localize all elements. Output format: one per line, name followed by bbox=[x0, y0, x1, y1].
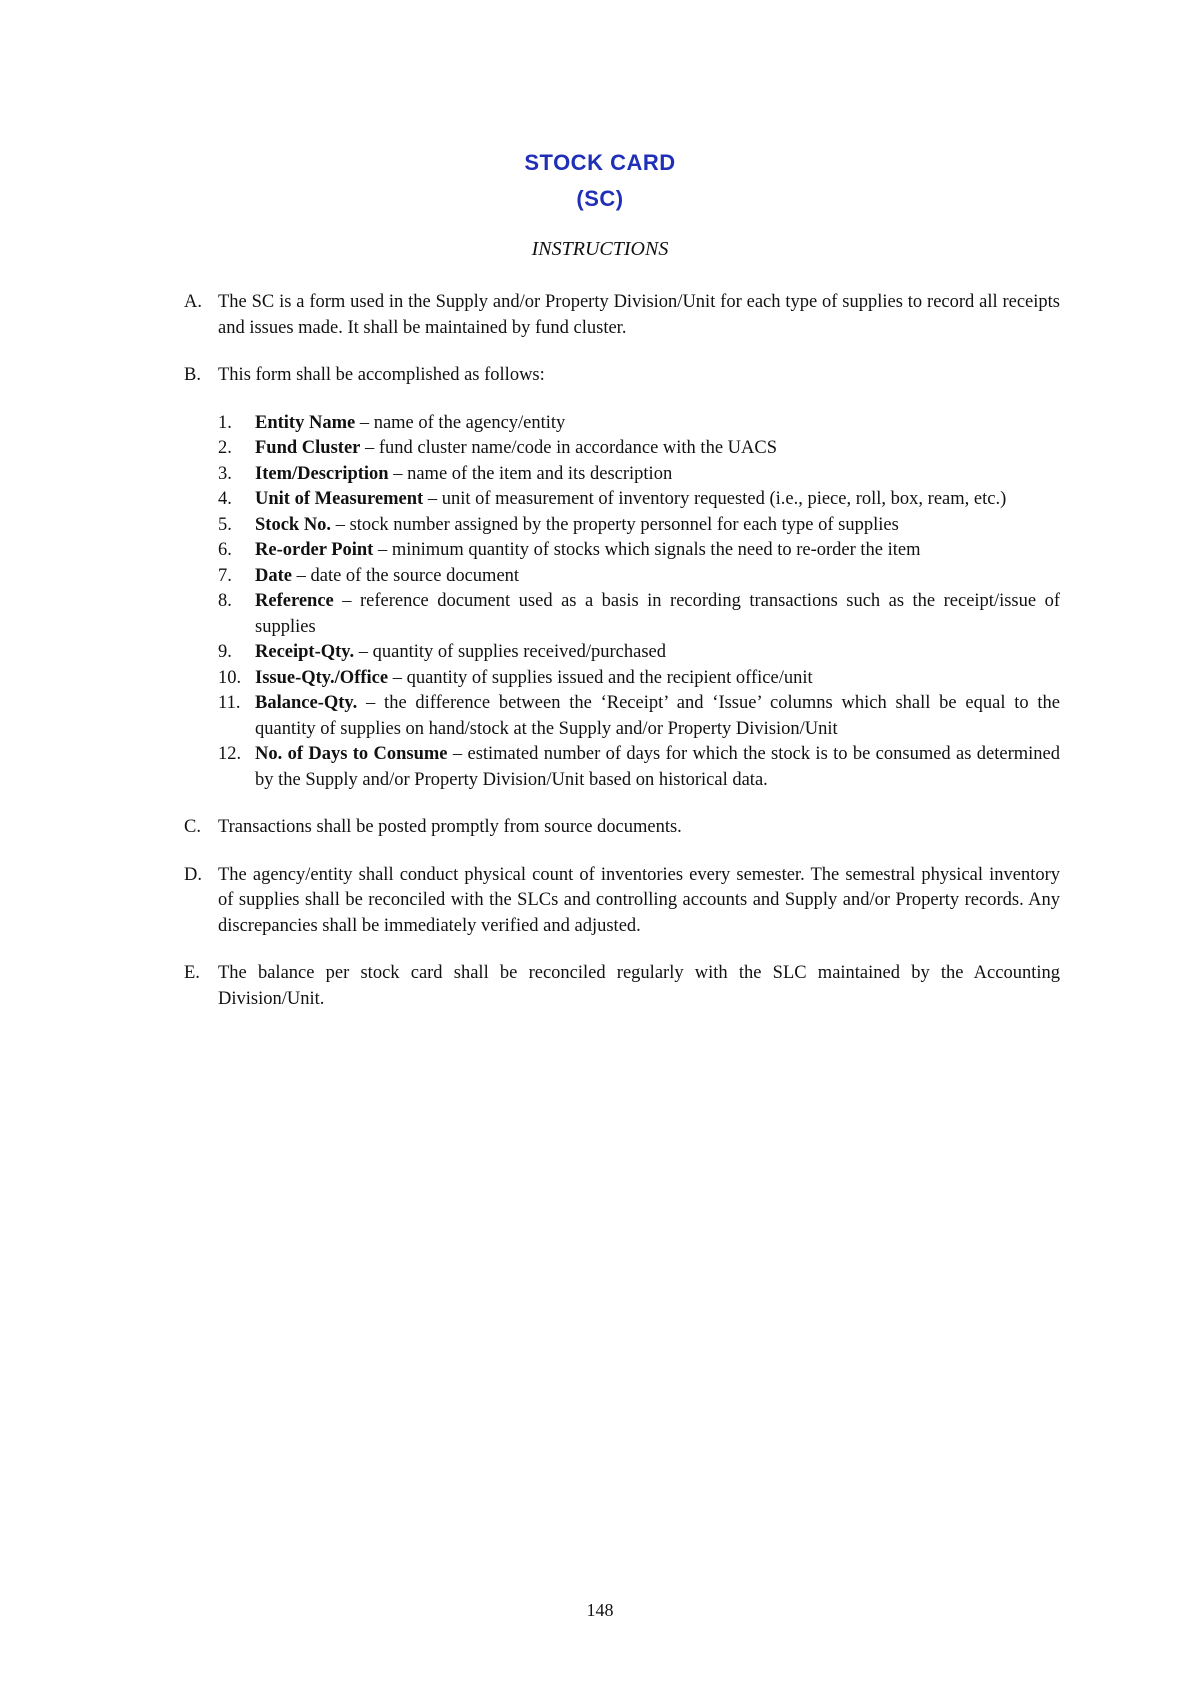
item-description: – name of the item and its description bbox=[388, 463, 673, 484]
item-description: – quantity of supplies received/purchased bbox=[354, 642, 666, 662]
item-term: Reference bbox=[255, 591, 334, 611]
list-item bbox=[218, 564, 1060, 590]
list-item bbox=[218, 589, 1060, 640]
item-text bbox=[255, 742, 1060, 793]
item-term: Stock No. bbox=[255, 514, 332, 535]
list-item bbox=[218, 487, 1060, 513]
section-content bbox=[218, 363, 1060, 793]
item-text bbox=[255, 666, 1060, 692]
item-description: – estimated number of days for which the stock is to be consumed as determined by the Supply and/or Property Division/Unit based on historical data. bbox=[255, 744, 1060, 790]
instructions-heading: INSTRUCTIONS bbox=[531, 238, 669, 260]
section-letter: B. bbox=[184, 365, 201, 385]
item-number: 3. bbox=[218, 463, 232, 484]
item-number: 1. bbox=[218, 412, 232, 433]
item-description: – the difference between the ‘Receipt’ and ‘Issue’ columns which shall be equal to the quantity of supplies on hand/stock at the Supply and/or Property Division/Unit bbox=[255, 693, 1060, 739]
item-text bbox=[255, 691, 1060, 742]
section-letter: E. bbox=[184, 963, 200, 983]
item-term: Item/Description bbox=[255, 463, 389, 484]
page-number: 148 bbox=[586, 1600, 614, 1620]
item-term: Entity Name bbox=[255, 412, 356, 433]
section-text: The balance per stock card shall be reconciled regularly with the SLC maintained by the Accounting Division/Unit. bbox=[218, 963, 1060, 1009]
list-item bbox=[218, 513, 1060, 539]
item-description: – fund cluster name/code in accordance with the UACS bbox=[360, 438, 778, 458]
item-number: 2. bbox=[218, 438, 232, 458]
item-number: 11. bbox=[218, 693, 241, 713]
item-text bbox=[255, 564, 1060, 590]
section-a bbox=[184, 290, 1060, 341]
item-text bbox=[255, 513, 1060, 539]
item-number: 8. bbox=[218, 591, 232, 611]
item-description: – name of the agency/entity bbox=[355, 412, 566, 433]
item-term: Fund Cluster bbox=[255, 438, 361, 458]
item-term: Re-order Point bbox=[255, 540, 374, 560]
item-number: 4. bbox=[218, 489, 232, 509]
item-number: 9. bbox=[218, 642, 232, 662]
item-number: 10. bbox=[218, 667, 242, 688]
item-number: 6. bbox=[218, 540, 232, 560]
list-item bbox=[218, 462, 1060, 488]
section-e bbox=[184, 961, 1060, 1012]
item-description: – quantity of supplies issued and the recipient office/unit bbox=[388, 667, 813, 688]
item-text bbox=[255, 436, 1060, 462]
item-term: Receipt-Qty. bbox=[255, 642, 355, 662]
instructions-body bbox=[184, 290, 1060, 1034]
item-description: – reference document used as a basis in recording transactions such as the receipt/issue of supplies bbox=[255, 591, 1060, 637]
item-term: Issue-Qty./Office bbox=[255, 667, 389, 688]
list-item bbox=[218, 538, 1060, 564]
list-item bbox=[218, 411, 1060, 437]
item-term: No. of Days to Consume bbox=[255, 744, 448, 764]
document-title-abbreviation: (SC) bbox=[576, 186, 624, 211]
section-letter: A. bbox=[184, 292, 202, 312]
item-description: – minimum quantity of stocks which signals the need to re-order the item bbox=[373, 540, 921, 560]
document-title: STOCK CARD bbox=[524, 150, 676, 175]
list-item bbox=[218, 666, 1060, 692]
section-d bbox=[184, 863, 1060, 940]
section-c bbox=[184, 815, 1060, 841]
list-item bbox=[218, 742, 1060, 793]
item-number: 7. bbox=[218, 565, 232, 586]
item-description: – unit of measurement of inventory requested (i.e., piece, roll, box, ream, etc.) bbox=[423, 489, 1007, 509]
item-text bbox=[255, 538, 1060, 564]
item-text bbox=[255, 462, 1060, 488]
item-description: – stock number assigned by the property personnel for each type of supplies bbox=[331, 514, 899, 535]
item-text bbox=[255, 487, 1060, 513]
section-letter: D. bbox=[184, 864, 202, 885]
section-letter: C. bbox=[184, 817, 201, 837]
item-number: 12. bbox=[218, 744, 242, 764]
item-term: Unit of Measurement bbox=[255, 489, 424, 509]
section-b bbox=[184, 363, 1060, 793]
list-item bbox=[218, 436, 1060, 462]
section-text: This form shall be accomplished as follows: bbox=[218, 365, 545, 385]
section-text: The SC is a form used in the Supply and/or Property Division/Unit for each type of supplies to record all receipts and issues made. It shall be maintained by fund cluster. bbox=[218, 292, 1060, 338]
item-term: Date bbox=[255, 565, 292, 586]
list-item bbox=[218, 640, 1060, 666]
item-description: – date of the source document bbox=[291, 565, 520, 586]
section-text: The agency/entity shall conduct physical count of inventories every semester. The semestral physical inventory of supplies shall be reconciled with the SLCs and controlling accounts and Supply and/or Property records. Any discrepancies shall be immediately verified and adjusted. bbox=[218, 864, 1060, 936]
item-text bbox=[255, 411, 1060, 437]
field-instructions-list bbox=[218, 411, 1060, 794]
item-term: Balance-Qty. bbox=[255, 693, 358, 713]
list-item bbox=[218, 691, 1060, 742]
item-text bbox=[255, 589, 1060, 640]
item-text bbox=[255, 640, 1060, 666]
item-number: 5. bbox=[218, 514, 232, 535]
section-text: Transactions shall be posted promptly from source documents. bbox=[218, 817, 682, 837]
